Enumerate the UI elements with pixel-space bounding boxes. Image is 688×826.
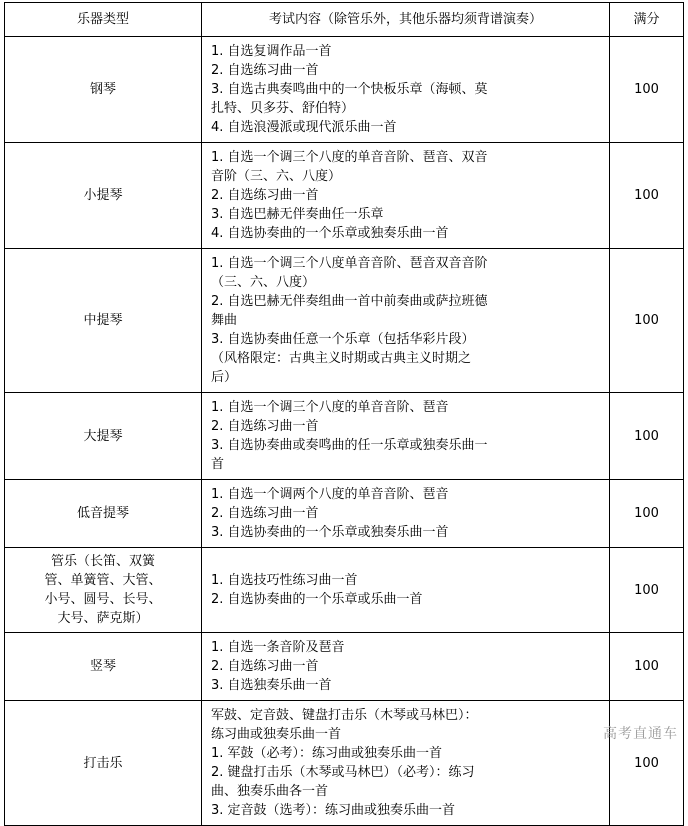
table-body (5, 37, 684, 826)
content-line: 1. 自选复调作品一首 (211, 44, 332, 59)
content-line: 3. 定音鼓（选考）：练习曲或独奏乐曲一首 (211, 803, 456, 818)
content-line: 3. 自选协奏曲或奏鸣曲的任一乐章或独奏乐曲一 (211, 438, 488, 453)
table-row (5, 633, 684, 701)
content-line: 3. 自选协奏曲任意一个乐章（包括华彩片段） (211, 332, 475, 347)
header-full-score: 满分 (610, 3, 684, 37)
table-row (5, 393, 684, 480)
table-row (5, 701, 684, 826)
header-exam-content: 考试内容（除管乐外，其他乐器均须背谱演奏） (202, 3, 610, 37)
content-line: 2. 自选练习曲一首 (211, 188, 319, 203)
content-line: 后） (211, 370, 238, 385)
content-line: 音阶（三、六、八度） (211, 169, 342, 184)
content-line: 4. 自选协奏曲的一个乐章或独奏乐曲一首 (211, 226, 449, 241)
content-line: 2. 自选协奏曲的一个乐章或乐曲一首 (211, 592, 423, 607)
content-line: 4. 自选浪漫派或现代派乐曲一首 (211, 120, 397, 135)
content-line: 1. 自选一个调三个八度的单音音阶、琶音 (211, 400, 449, 415)
table-header-row (5, 3, 684, 37)
cell-exam-content (202, 249, 610, 393)
type-line: 小号、圆号、长号、 (44, 592, 162, 607)
document-sheet (4, 2, 683, 826)
content-line: 练习曲或独奏乐曲一首 (211, 727, 342, 742)
content-line: 军鼓、定音鼓、键盘打击乐（木琴或马林巴）： (211, 708, 478, 723)
cell-score: 100 (610, 480, 684, 548)
cell-score: 100 (610, 249, 684, 393)
content-line: 曲、独奏乐曲各一首 (211, 784, 329, 799)
content-line: 2. 自选练习曲一首 (211, 506, 319, 521)
cell-exam-content (202, 701, 610, 826)
cell-exam-content (202, 633, 610, 701)
content-line: （风格限定：古典主义时期或古典主义时期之 (211, 351, 472, 366)
cell-instrument-type: 大提琴 (5, 393, 202, 480)
content-line: 2. 自选巴赫无伴奏组曲一首中前奏曲或萨拉班德 (211, 294, 488, 309)
content-line: 首 (211, 457, 225, 472)
watermark: 高考直通车 (603, 726, 678, 742)
content-line: 3. 自选独奏乐曲一首 (211, 678, 332, 693)
cell-exam-content (202, 393, 610, 480)
cell-exam-content (202, 480, 610, 548)
content-line: 2. 自选练习曲一首 (211, 419, 319, 434)
content-line: 3. 自选古典奏鸣曲中的一个快板乐章（海顿、莫 (211, 82, 488, 97)
cell-instrument-type (5, 548, 202, 633)
type-line: 大号、萨克斯） (57, 611, 149, 626)
cell-score: 100 (610, 143, 684, 249)
content-line: 2. 键盘打击乐（木琴或马林巴）（必考）：练习 (211, 765, 475, 780)
content-line: （三、六、八度） (211, 275, 316, 290)
content-line: 1. 自选一个调三个八度单音音阶、琶音双音音阶 (211, 256, 488, 271)
type-line: 管、单簧管、大管、 (44, 573, 162, 588)
table-header (5, 3, 684, 37)
table-row (5, 480, 684, 548)
cell-instrument-type: 低音提琴 (5, 480, 202, 548)
cell-score: 100 (610, 37, 684, 143)
content-line: 1. 自选一个调三个八度的单音音阶、琶音、双音 (211, 150, 488, 165)
content-line: 1. 自选技巧性练习曲一首 (211, 573, 358, 588)
cell-score: 100 (610, 701, 684, 826)
content-line: 3. 自选巴赫无伴奏曲任一乐章 (211, 207, 384, 222)
cell-instrument-type: 小提琴 (5, 143, 202, 249)
cell-score: 100 (610, 548, 684, 633)
cell-score: 100 (610, 393, 684, 480)
cell-instrument-type: 打击乐 (5, 701, 202, 826)
content-line: 1. 自选一条音阶及琶音 (211, 640, 345, 655)
content-line: 2. 自选练习曲一首 (211, 659, 319, 674)
content-line: 扎特、贝多芬、舒伯特） (211, 101, 355, 116)
cell-instrument-type: 中提琴 (5, 249, 202, 393)
table-row (5, 548, 684, 633)
table-row (5, 249, 684, 393)
cell-exam-content (202, 37, 610, 143)
content-line: 2. 自选练习曲一首 (211, 63, 319, 78)
cell-exam-content (202, 548, 610, 633)
content-line: 1. 军鼓（必考）：练习曲或独奏乐曲一首 (211, 746, 443, 761)
type-line: 管乐（长笛、双簧 (50, 554, 155, 569)
cell-score: 100 (610, 633, 684, 701)
content-line: 舞曲 (211, 313, 238, 328)
cell-instrument-type: 竖琴 (5, 633, 202, 701)
content-line: 3. 自选协奏曲的一个乐章或独奏乐曲一首 (211, 525, 449, 540)
header-instrument-type: 乐器类型 (5, 3, 202, 37)
exam-requirements-table (4, 2, 684, 826)
table-row (5, 37, 684, 143)
table-row (5, 143, 684, 249)
cell-instrument-type: 钢琴 (5, 37, 202, 143)
content-line: 1. 自选一个调两个八度的单音音阶、琶音 (211, 487, 449, 502)
cell-exam-content (202, 143, 610, 249)
